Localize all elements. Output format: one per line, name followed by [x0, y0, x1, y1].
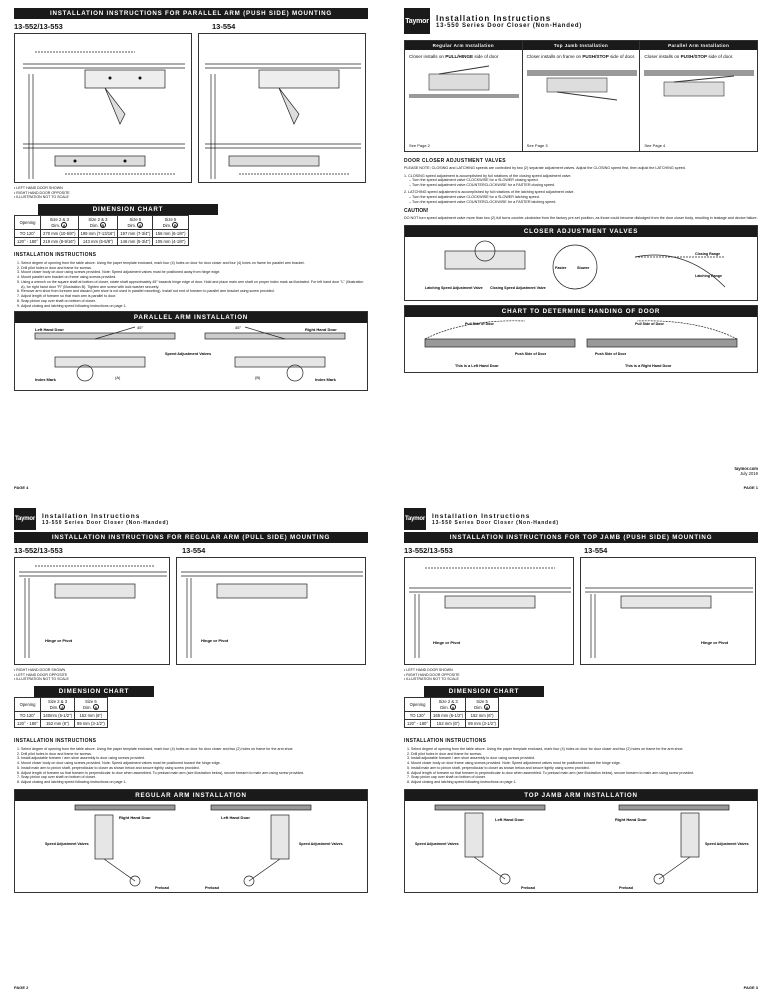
table-row: TO 120° 140mm (5-1/2") 152 mm (6") [15, 711, 108, 719]
table-row: 120° - 180° 219 mm (8-9/16") 143 mm (5-5/8") 146 mm (5-3/4") 105 mm (4-1/8") [15, 237, 189, 245]
page-1: Taymor Installation Instructions 13-550 Series Door Closer (Non-Handed) Regular Arm Installation Closer installs on PULL/HINGE side of door See Page 2 Top Jamb Installation Closer installs on frame on PUSH/STOP side of door. See Page 3 Parallel Arm Installation Closer installs on PUSH/STOP side of door. See Page 4 DOOR CLOSER ADJUSTMENT VALVES PLEASE NOTE: CLOSING and LATCHING speeds are controlled by two (2) separate adjustment valves. Adjust the CLOSING speed first, then adjust the LATCHING speed. 1. CLOSING speed adjustment is accomplished by full rotations of the closing speed adjustment valve. – Turn the speed adjustment valve CLOCKWISE for a SLOWER closing speed. – Turn the speed adjustment valve COUNTERCLOCKWISE for a FASTER closing speed. 2. LATCHING speed adjustment is accomplished by full rotations of the latching speed adjustment valve. – Turn the speed adjustment valve CLOCKWISE for a SLOWER latching speed. – Turn the speed adjustment valve COUNTERCLOCKWISE for a FASTER latching speed. CAUTION! DO NOT turn speed adjustment valve more than two (2) full turns counter-clockwise from the factory pre-set position, as those could become dislodged from the door closer body, resulting in leakage and device failure. CLOSER ADJUSTMENT VALVES Latching Speed Adjustment Valve Closing Speed Adjustment Valve Faster Slower Closing Range Latching Range CHART TO DETERMINE HANDING OF DOOR Pull Side of Door Pull Side of Door Push Side of Door Push Side of Door This is a Left Hand Door This is a Right Hand Door taymor.com July 2019 PAGE 1 [404, 8, 758, 490]
svg-text:Pull Side of Door: Pull Side of Door [635, 321, 664, 326]
top-jamb-diagram [405, 801, 757, 893]
regular-arm-frame-illustration [15, 558, 170, 665]
illustration-notes: • LEFT HAND DOOR SHOWN • RIGHT HAND DOOR OPPOSITE • ILLUSTRATION NOT TO SCALE [14, 186, 70, 200]
dimension-chart-title: DIMENSION CHART [34, 686, 154, 697]
svg-text:Right Hand Door: Right Hand Door [615, 816, 647, 822]
model-label-a: 13-552/13-553 [404, 546, 453, 555]
dimension-chart-title: DIMENSION CHART [38, 204, 218, 215]
svg-text:Right Hand Door: Right Hand Door [119, 814, 151, 820]
taymor-url: taymor.com [734, 466, 758, 471]
svg-text:Push Side of Door: Push Side of Door [515, 351, 547, 356]
dimension-chart-table: Opening Size 2 & 3 Dim. A Size 5 Dim. A TO 120° 165 mm (6-1/2") 152 mm (6") 120° - 180° 152 mm (6") 89 mm (3-1/2") [404, 697, 499, 728]
regular-arm-mounting-bar: INSTALLATION INSTRUCTIONS FOR REGULAR ARM (PULL SIDE) MOUNTING [14, 532, 368, 543]
angle-label-left: 45° [137, 325, 144, 331]
regular-arm-drawing-b [176, 557, 366, 665]
table-row: TO 120° 270 mm (10-5/8") 199 mm (7-13/16") 197 mm (7-3/4") 156 mm (6-1/8") [15, 229, 189, 237]
svg-text:Pull Side of Door: Pull Side of Door [465, 321, 494, 326]
installation-steps: 1. Select degree of opening from the table above. Using the paper template enclosed, mark four (4) holes on door for door closer and two (2) holes on frame for the arm shoe. 2. Drill pilot holes in door and frame for screws. 3. Install adjustable forearm / arm shoe assembly to door using screws provided. 4. Mount closer body on door using screws provided. Note: Speed adjustment valves must be positioned toward the hinge edge. 5. Install main arm to pinion shaft, perpendicular to closer as shown below and secure tightly using screw provided. 6. Adjust length of forearm so that forearm is perpendicular to door when assembled. To preload main arm (see illustration below), secure forearm to main arm using screw provided. 7. Snap pinion cap over shaft on bottom of closer. 8. Adjust closing and latching speed following instructions on page 1. [14, 747, 368, 785]
svg-text:Preload: Preload [619, 885, 633, 890]
model-label-a: 13-552/13-553 [14, 22, 63, 31]
page-number: PAGE 3 [743, 985, 758, 990]
valves-title: DOOR CLOSER ADJUSTMENT VALVES [404, 158, 506, 164]
svg-text:Hinge or Pivot: Hinge or Pivot [701, 640, 729, 645]
illustration-notes: • LEFT HAND DOOR SHOWN • RIGHT HAND DOOR OPPOSITE • ILLUSTRATION NOT TO SCALE [404, 668, 460, 682]
parallel-arm-installation-panel: PARALLEL ARM INSTALLATION Left Hand Door Right Hand Door 45° 45° Speed Adjustment Valves Index Mark Index Mark (A) (B) [14, 311, 368, 391]
installation-type-columns [404, 40, 758, 152]
document-date: July 2019 [740, 471, 758, 476]
valves-diagram [405, 237, 757, 301]
speed-valves-label: Speed Adjustment Valves [165, 352, 212, 357]
page-subtitle: 13-550 Series Door Closer (Non-Handed) [432, 519, 559, 526]
regular-arm-image [409, 64, 519, 114]
svg-text:Preload: Preload [521, 885, 535, 890]
index-mark-label-right: Index Mark [315, 377, 336, 383]
page-number: PAGE 1 [743, 485, 758, 490]
svg-text:Closing Range: Closing Range [695, 251, 721, 256]
page-title: Installation Instructions [436, 13, 552, 23]
model-label-b: 13-554 [182, 546, 206, 555]
top-jamb-drawing-b [580, 557, 756, 665]
svg-text:Hinge or Pivot: Hinge or Pivot [433, 640, 461, 645]
model-label-b: 13-554 [584, 546, 608, 555]
dimension-chart-table: Opening Size 2 & 3 Dim. A Size 5 Dim. A TO 120° 140mm (5-1/2") 152 mm (6") 120° - 180° 152 mm (6") 89 mm (3-1/2") [14, 697, 108, 728]
installation-instructions-title: INSTALLATION INSTRUCTIONS [14, 737, 97, 744]
svg-text:Speed Adjustment Valves: Speed Adjustment Valves [705, 841, 749, 846]
regular-arm-installation-panel: REGULAR ARM INSTALLATION Door Leaf Door Leaf Right Hand Door Left Hand Door Speed Adjustment Valves Speed Adjustment Valves Preload Preload [14, 789, 368, 893]
index-mark-label-left: Index Mark [35, 377, 56, 383]
regular-arm-frame-illustration-b [177, 558, 366, 665]
svg-text:Hinge or Pivot: Hinge or Pivot [201, 638, 229, 643]
svg-text:Slower: Slower [577, 265, 590, 270]
illustration-b-label: (B) [255, 375, 261, 381]
parallel-arm-drawing-b [198, 33, 366, 183]
top-jamb-installation-panel: TOP JAMB ARM INSTALLATION Door Leaf Door Leaf Left Hand Door Right Hand Door Speed Adjustment Valves Speed Adjustment Valves Preload Preload [404, 789, 758, 893]
svg-text:Push Side of Door: Push Side of Door [595, 351, 627, 356]
installation-steps: 1. Select degree of opening from the table above. Using the paper template enclosed, mark four (4) holes on door for door closer and four (4) holes on frame for parallel arm bracket. 2. Drill pilot holes in door and frame for screws. 3. Mount closer body on door using screws provided. Note: Speed adjustment valves must be positioned away from hinge edge. 4. Mount parallel arm bracket on frame using screws provided. 5. Using a wrench on the square shaft at bottom of closer, rotate shaft approximately 45° towards hinge edge of door. Hold and place main arm shaft on proper index mark as illustrated. For left hand door "L" (Illustration A), for right hand door "R" (Illustration B). Tighten arm screw with lock washer securely. 6. Remove arm shoe from forearm and discard (arm shoe is not used in parallel mounting). Install rod end of forearm to parallel arm bracket using screw provided. 7. Adjust length of forearm so that main arm is parallel to door. 8. Snap pinion cap over shaft on bottom of closer. 9. Adjust closing and latching speed following instructions on page 1. [14, 261, 368, 308]
parallel-arm-diagram [15, 323, 367, 391]
regular-arm-drawing-a [14, 557, 170, 665]
left-hand-door-label: Left Hand Door [35, 327, 64, 333]
page-title: Installation Instructions [432, 512, 531, 520]
svg-text:Door Leaf: Door Leaf [111, 801, 128, 806]
page-title: Installation Instructions [42, 512, 141, 520]
dimension-chart-table: Opening Size 2 & 3 Dim. A Size 2 & 3 Dim. B Size 5 Dim. A Size 5 Dim. B TO 120° 270 mm (10-5/8") 199 mm (7-13/16") 197 mm (7-3/4") 156 mm (6-1/8") 120° - 180° 219 mm (8-9/16") 143 mm (5-5/8") 146 mm (5-3/4") 105 mm (4-1/8") [14, 215, 189, 246]
svg-text:Preload: Preload [205, 885, 219, 890]
page-3 [404, 508, 758, 990]
illustration-a-label: (A) [115, 375, 121, 381]
svg-text:Door Leaf: Door Leaf [245, 801, 262, 806]
installation-instructions-title: INSTALLATION INSTRUCTIONS [14, 251, 97, 258]
svg-text:This is a Left Hand Door: This is a Left Hand Door [455, 363, 499, 368]
parallel-arm-column: Parallel Arm Installation Closer installs on PUSH/STOP side of door. See Page 4 [640, 41, 757, 151]
angle-label-right: 45° [235, 325, 242, 331]
installation-steps: 1. Select degree of opening from the table above. Using the paper template enclosed, mark four (4) holes on door for door closer and two (2) holes on frame for the arm shoe. 2. Drill pilot holes in door and frame for screws. 3. Install adjustable forearm / arm shoe assembly to door using screws provided. 4. Mount closer body on door frame using screws provided. Note: Speed adjustment valves must be positioned toward the hinge edge. 5. Install main arm to pinion shaft, perpendicular to closer as shown below and secure tightly using screw provided. 6. Adjust length of forearm so that forearm is perpendicular to door when assembled. To preload main arm (see illustration below), secure forearm to main arm using screw provided. 7. Snap pinion cap over shaft on bottom of closer. 8. Adjust closing and latching speed following instructions on page 1. [404, 747, 758, 785]
parallel-arm-drawing-a [14, 33, 192, 183]
regular-arm-diagram [15, 801, 367, 893]
parallel-arm-mounting-bar: INSTALLATION INSTRUCTIONS FOR PARALLEL ARM (PUSH SIDE) MOUNTING [14, 8, 368, 19]
installation-instructions-title: INSTALLATION INSTRUCTIONS [404, 737, 487, 744]
table-row: 120° - 180° 152 mm (6") 89 mm (3-1/2") [15, 719, 108, 727]
svg-text:Latching Range: Latching Range [695, 273, 722, 278]
page-subtitle: 13-550 Series Door Closer (Non-Handed) [42, 519, 169, 526]
svg-text:Speed Adjustment Valves: Speed Adjustment Valves [415, 841, 459, 846]
top-jamb-drawing-a [404, 557, 574, 665]
top-jamb-frame-illustration [405, 558, 574, 665]
door-frame-illustration [15, 34, 192, 183]
page-subtitle: 13-550 Series Door Closer (Non-Handed) [436, 22, 583, 29]
right-hand-door-label: Right Hand Door [305, 327, 337, 333]
page-4 [14, 8, 368, 490]
svg-text:Closing Speed Adjustment Valve: Closing Speed Adjustment Valve [490, 285, 546, 290]
page-number: PAGE 4 [14, 485, 29, 490]
svg-text:Left Hand Door: Left Hand Door [221, 814, 250, 820]
svg-text:Speed Adjustment Valves: Speed Adjustment Valves [299, 841, 343, 846]
dimension-chart-title: DIMENSION CHART [424, 686, 544, 697]
svg-text:Door Leaf: Door Leaf [659, 801, 676, 806]
regular-arm-column: Regular Arm Installation Closer installs on PULL/HINGE side of door See Page 2 [405, 41, 523, 151]
handing-diagram [405, 317, 757, 373]
illustration-notes: • RIGHT HAND DOOR SHOWN • LEFT HAND DOOR OPPOSITE • ILLUSTRATION NOT TO SCALE [14, 668, 69, 682]
taymor-logo: Taymor [14, 508, 36, 530]
model-label-b: 13-554 [212, 22, 236, 31]
table-row: TO 120° 165 mm (6-1/2") 152 mm (6") [405, 711, 499, 719]
top-jamb-mounting-bar: INSTALLATION INSTRUCTIONS FOR TOP JAMB (PUSH SIDE) MOUNTING [404, 532, 758, 543]
top-jamb-column: Top Jamb Installation Closer installs on frame on PUSH/STOP side of door. See Page 3 [523, 41, 641, 151]
svg-text:Preload: Preload [155, 885, 169, 890]
taymor-logo: Taymor [404, 8, 430, 34]
door-frame-illustration-b [199, 34, 366, 183]
table-row: 120° - 180° 152 mm (6") 89 mm (3-1/2") [405, 719, 499, 727]
page-2 [14, 508, 368, 990]
svg-text:Left Hand Door: Left Hand Door [495, 816, 524, 822]
model-label-a: 13-552/13-553 [14, 546, 63, 555]
svg-text:Hinge or Pivot: Hinge or Pivot [45, 638, 73, 643]
svg-text:Speed Adjustment Valves: Speed Adjustment Valves [45, 841, 89, 846]
top-jamb-frame-illustration-b [581, 558, 756, 665]
parallel-arm-image [644, 64, 754, 114]
svg-text:Door Leaf: Door Leaf [475, 801, 492, 806]
handing-chart-panel: CHART TO DETERMINE HANDING OF DOOR Pull Side of Door Pull Side of Door Push Side of Door Push Side of Door This is a Left Hand Door This is a Right Hand Door [404, 305, 758, 373]
svg-text:Latching Speed Adjustment Valv: Latching Speed Adjustment Valve [425, 285, 483, 290]
taymor-logo: Taymor [404, 508, 426, 530]
page-number: PAGE 2 [14, 985, 29, 990]
svg-text:Faster: Faster [555, 265, 567, 270]
caution-heading: CAUTION! [404, 208, 429, 215]
top-jamb-image [527, 64, 637, 114]
closer-adjustment-panel: CLOSER ADJUSTMENT VALVES Latching Speed Adjustment Valve Closing Speed Adjustment Valve Faster Slower Closing Range Latching Range [404, 225, 758, 301]
svg-text:This is a Right Hand Door: This is a Right Hand Door [625, 363, 672, 368]
